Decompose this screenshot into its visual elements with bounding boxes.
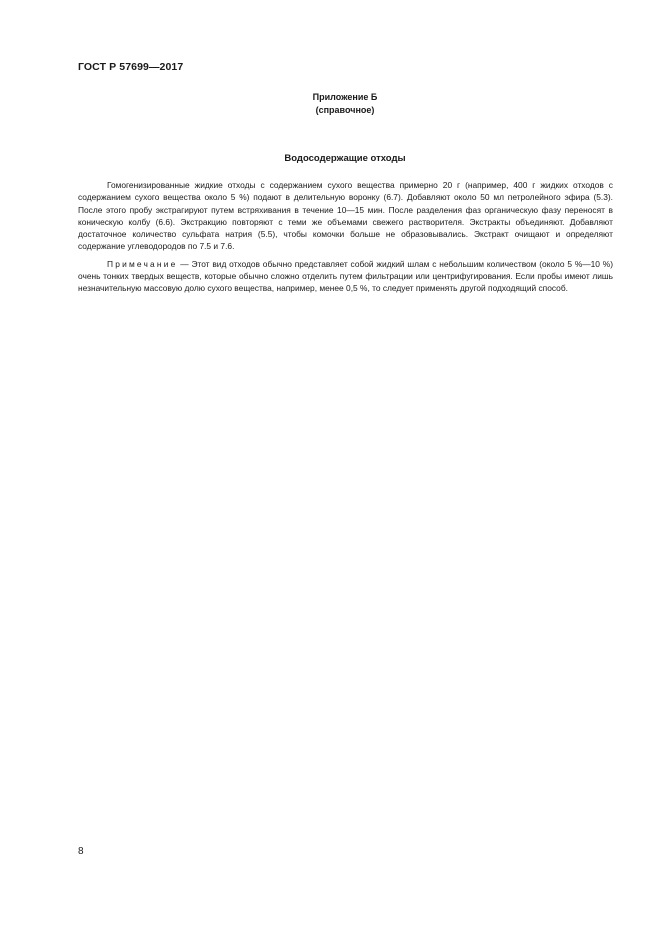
note-label: Примечание [107, 258, 178, 269]
note-paragraph [78, 258, 613, 295]
annex-title: Приложение Б [312, 92, 378, 102]
note-text: — Этот вид отходов обычно представляет собой жидкий шлам с небольшим количеством (около 5 %—10 %) очень тонких твердых веществ, которые обычно сложно отделить путем фильтрации или центрифугирования. Если пробы имеют лишь незначительную массовую долю сухого вещества, например, менее 0,5 %, то следует применять другой подходящий способ. [78, 258, 613, 294]
standard-id: ГОСТ Р 57699—2017 [78, 61, 184, 73]
section-title: Водосодержащие отходы [284, 153, 406, 164]
page-number: 8 [78, 846, 84, 857]
body-text [78, 179, 613, 295]
main-paragraph: Гомогенизированные жидкие отходы с содержанием сухого вещества примерно 20 г (например, 400 г жидких отходов с содержанием сухого вещества около 5 %) подают в делительную воронку (6.7). Добавляют около 50 мл петролейного эфира (5.3). После этого пробу экстрагируют путем встряхивания в течение 10—15 мин. После разделения фаз органическую фазу переносят в коническую колбу (6.6). Экстракцию повторяют с теми же объемами свежего растворителя. Экстракты объединяют. Добавляют достаточное количество сульфата натрия (5.5), чтобы комочки больше не образовывались. Экстракт очищают и определяют содержание углеводородов по 7.5 и 7.6. [78, 180, 613, 252]
annex-heading [250, 91, 440, 116]
annex-type: (справочное) [315, 104, 375, 115]
